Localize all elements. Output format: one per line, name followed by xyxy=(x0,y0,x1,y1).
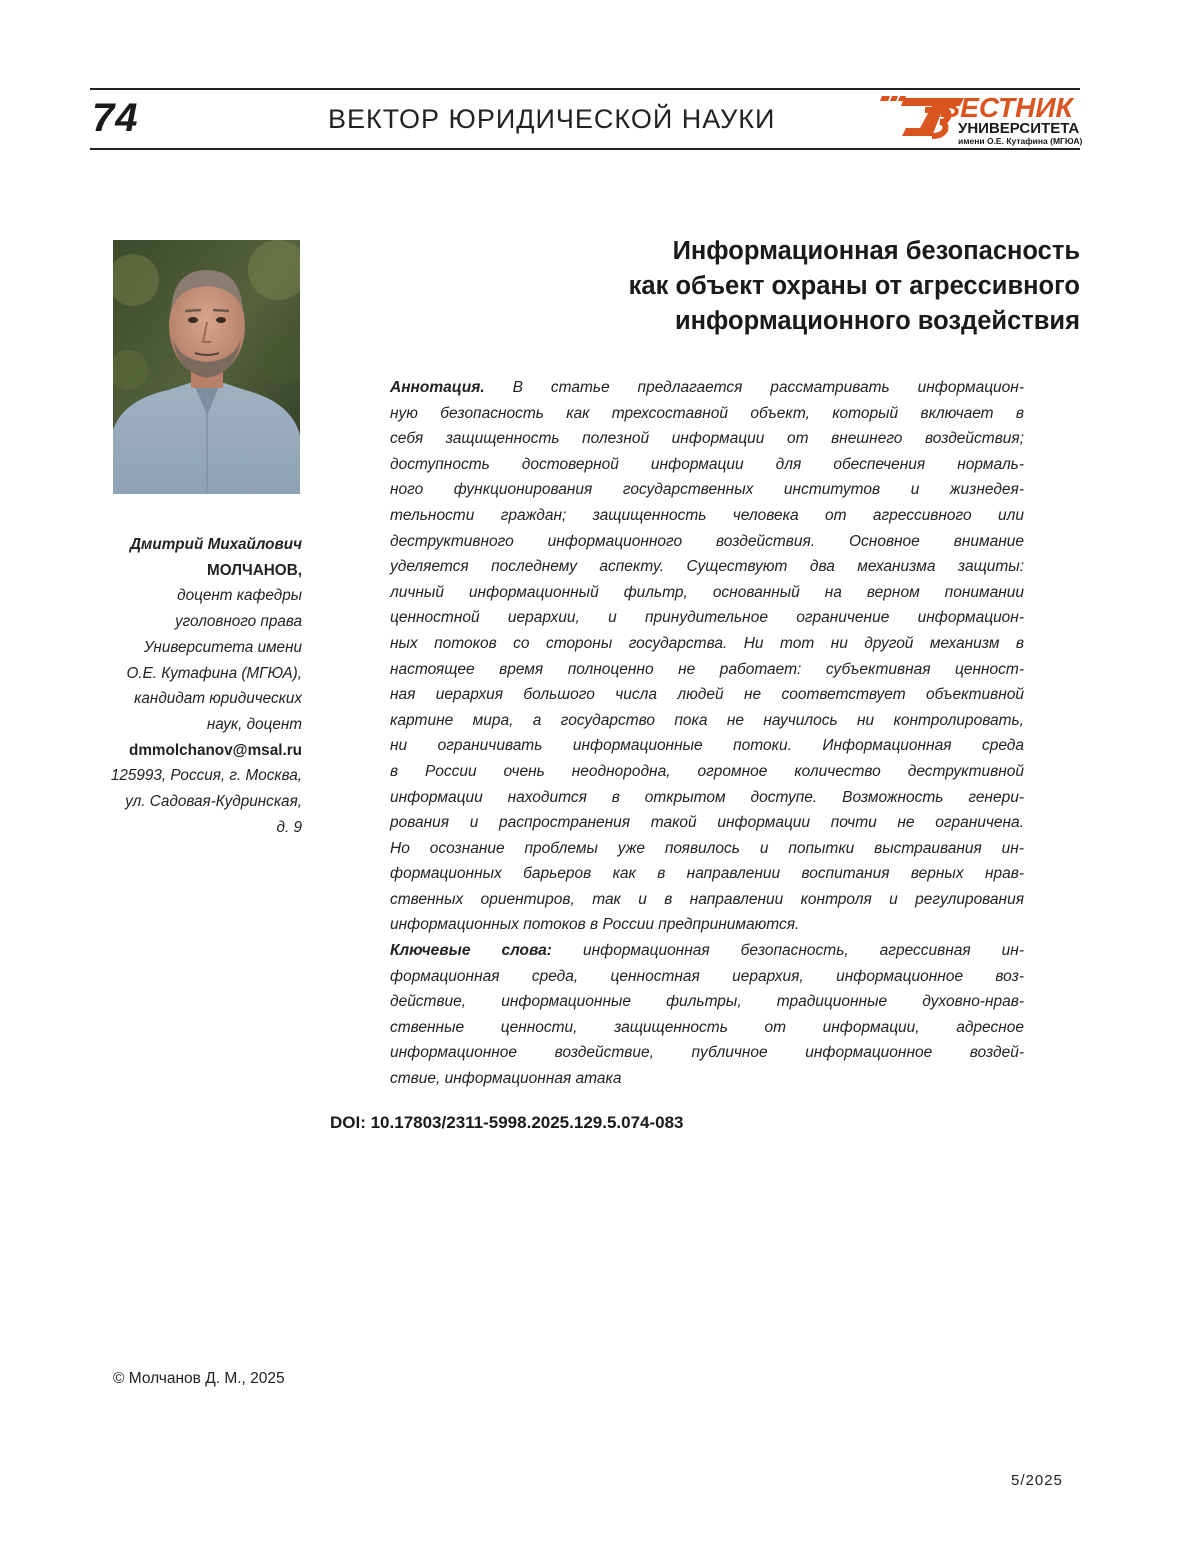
keywords-line: информационное воздействие, публичное информационное воздей- xyxy=(390,1040,1024,1066)
issue-number: 5/2025 xyxy=(1011,1472,1063,1489)
author-photo xyxy=(113,240,300,494)
abstract-last-line: информационных потоков в России предпринимаются. xyxy=(390,912,1024,938)
abstract-line: себя защищенность полезной информации от внешнего воздействия; xyxy=(390,426,1024,452)
abstract-line: ственных ориентиров, так и в направлении контроля и регулирования xyxy=(390,887,1024,913)
author-address-line: 125993, Россия, г. Москва, xyxy=(40,763,302,789)
author-affiliation-line: Университета имени xyxy=(40,635,302,661)
article-title-line: Информационная безопасность xyxy=(440,234,1080,269)
article-title-line: информационного воздействия xyxy=(440,304,1080,339)
abstract-line: уделяется последнему аспекту. Существуют два механизма защиты: xyxy=(390,554,1024,580)
abstract-first-line xyxy=(390,375,1024,401)
author-affiliation-line: уголовного права xyxy=(40,609,302,635)
header-bottom-rule xyxy=(90,148,1080,150)
abstract-line: в России очень неоднородна, огромное количество деструктивной xyxy=(390,759,1024,785)
abstract-line: ная иерархия большого числа людей не соответствует объективной xyxy=(390,682,1024,708)
abstract-line: ных потоков со стороны государства. Ни тот ни другой механизм в xyxy=(390,631,1024,657)
author-affiliation-line: кандидат юридических xyxy=(40,686,302,712)
article-title-line: как объект охраны от агрессивного xyxy=(440,269,1080,304)
keywords-first-line xyxy=(390,938,1024,964)
author-affiliation-line: О.Е. Кутафина (МГЮА), xyxy=(40,661,302,687)
abstract-line: доступность достоверной информации для обеспечения нормаль- xyxy=(390,452,1024,478)
abstract-line: ную безопасность как трехсоставной объект, который включает в xyxy=(390,401,1024,427)
keywords-last-line: ствие, информационная атака xyxy=(390,1066,1024,1092)
journal-logo xyxy=(880,92,1080,146)
keywords-label: Ключевые слова: xyxy=(390,942,552,959)
author-affiliation-line: доцент кафедры xyxy=(40,583,302,609)
abstract-line: рования и распространения такой информации почти не ограничена. xyxy=(390,810,1024,836)
abstract-line: настоящее время полноценно не работает: субъективная ценност- xyxy=(390,657,1024,683)
keywords-first-line-text: информационная безопасность, агрессивная ин- xyxy=(552,942,1024,959)
copyright-notice: © Молчанов Д. М., 2025 xyxy=(113,1370,285,1388)
abstract-block xyxy=(390,375,1024,1092)
author-email-link[interactable]: dmmolchanov@msal.ru xyxy=(40,738,302,764)
abstract-line: ценностной иерархии, и принудительное ограничение информацион- xyxy=(390,605,1024,631)
abstract-line: ни ограничивать информационные потоки. Информационная среда xyxy=(390,733,1024,759)
section-title: ВЕКТОР ЮРИДИЧЕСКОЙ НАУКИ xyxy=(328,104,775,135)
keywords-line: действие, информационные фильтры, традиционные духовно-нрав- xyxy=(390,989,1024,1015)
author-surname: МОЛЧАНОВ, xyxy=(40,558,302,584)
abstract-line: ного функционирования государственных институтов и жизнедея- xyxy=(390,477,1024,503)
author-address-line: д. 9 xyxy=(40,815,302,841)
keywords-line: формационная среда, ценностная иерархия, информационное воз- xyxy=(390,964,1024,990)
abstract-line: личный информационный фильтр, основанный на верном понимании xyxy=(390,580,1024,606)
journal-logo-word: ВЕСТНИК xyxy=(940,92,1073,124)
author-given-names: Дмитрий Михайлович xyxy=(40,532,302,558)
author-affiliation-line: наук, доцент xyxy=(40,712,302,738)
abstract-line: деструктивного информационного воздействия. Основное внимание xyxy=(390,529,1024,555)
journal-logo-subtitle: имени О.Е. Кутафина (МГЮА) xyxy=(958,136,1082,146)
author-address-line: ул. Садовая-Кудринская, xyxy=(40,789,302,815)
author-portrait-image xyxy=(113,240,300,494)
abstract-line: формационных барьеров как в направлении воспитания верных нрав- xyxy=(390,861,1024,887)
article-title xyxy=(440,234,1080,339)
journal-logo-university: УНИВЕРСИТЕТА xyxy=(958,120,1079,137)
abstract-first-line-text: В статье предлагается рассматривать информацион- xyxy=(485,379,1024,396)
abstract-line: картине мира, а государство пока не научилось ни контролировать, xyxy=(390,708,1024,734)
abstract-line: Но осознание проблемы уже появилось и попытки выстраивания ин- xyxy=(390,836,1024,862)
abstract-line: тельности граждан; защищенность человека от агрессивного или xyxy=(390,503,1024,529)
abstract-label: Аннотация. xyxy=(390,379,485,396)
header-top-rule xyxy=(90,88,1080,90)
abstract-line: информации находится в открытом доступе. Возможность генери- xyxy=(390,785,1024,811)
doi-link[interactable]: DOI: 10.17803/2311-5998.2025.129.5.074-083 xyxy=(330,1113,684,1133)
page-number: 74 xyxy=(92,96,139,141)
author-info xyxy=(40,532,302,840)
keywords-line: ственные ценности, защищенность от информации, адресное xyxy=(390,1015,1024,1041)
